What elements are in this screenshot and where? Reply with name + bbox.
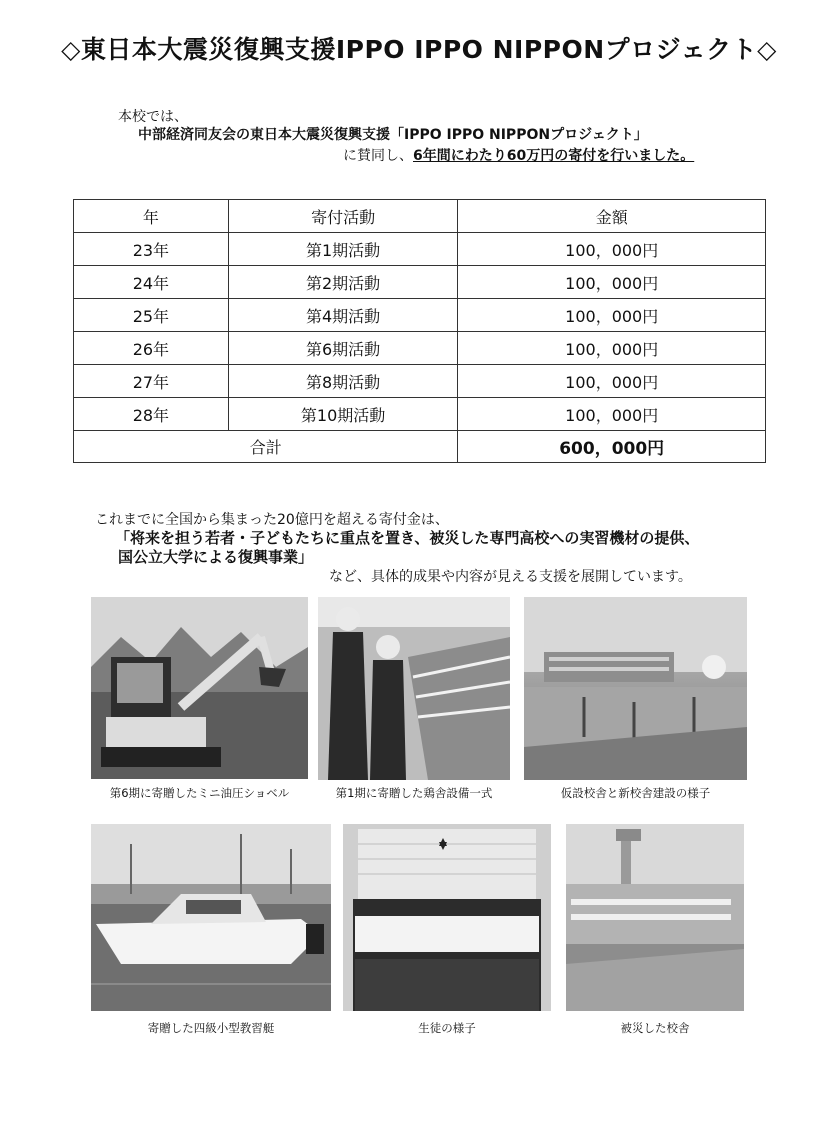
students-image (343, 824, 551, 1011)
cell-year: 23年 (74, 233, 229, 266)
cell-activity: 第10期活動 (228, 398, 458, 431)
boat-image (91, 824, 331, 1011)
photo-caption: 第1期に寄贈した鶏舎設備一式 (335, 786, 493, 800)
construction-image (524, 597, 747, 780)
table-row (74, 332, 766, 365)
cell-activity: 第4期活動 (228, 299, 458, 332)
intro-line-3 (343, 145, 694, 165)
cell-amount: 100，000円 (458, 398, 766, 431)
intro-line-3-emphasis: 6年間にわたり60万円の寄付を行いました。 (413, 148, 695, 164)
photo-caption: 仮設校舎と新校舎建設の様子 (560, 786, 711, 800)
cell-activity: 第8期活動 (228, 365, 458, 398)
intro-line-2: 中部経済同友会の東日本大震災復興支援「IPPO IPPO NIPPONプロジェクト」 (138, 127, 648, 143)
poultry-house-image (318, 597, 510, 780)
cell-year: 28年 (74, 398, 229, 431)
photo-caption: 第6期に寄贈したミニ油圧ショベル (109, 786, 290, 800)
intro-line-3-prefix: に賛同し、 (343, 148, 413, 164)
photo-construction (524, 597, 747, 780)
cell-amount: 100，000円 (458, 299, 766, 332)
damaged-school-image (566, 824, 744, 1011)
body-line-1: これまでに全国から集まった20億円を超える寄付金は、 (95, 512, 449, 528)
photo-caption: 寄贈した四級小型教習艇 (147, 1021, 275, 1035)
header-year: 年 (74, 200, 229, 233)
cell-activity: 第1期活動 (228, 233, 458, 266)
cell-amount: 100，000円 (458, 266, 766, 299)
cell-year: 25年 (74, 299, 229, 332)
photo-caption: 被災した校舎 (620, 1021, 690, 1035)
photo-damaged-school (566, 824, 744, 1011)
cell-year: 26年 (74, 332, 229, 365)
total-amount: 600，000円 (458, 431, 766, 463)
photo-excavator (91, 597, 308, 779)
cell-year: 24年 (74, 266, 229, 299)
body-line-4: など、具体的成果や内容が見える支援を展開しています。 (329, 569, 692, 585)
cell-amount: 100，000円 (458, 365, 766, 398)
total-label: 合計 (74, 431, 458, 463)
table-row (74, 299, 766, 332)
page-title: ◇東日本大震災復興支援IPPO IPPO NIPPONプロジェクト◇ (61, 35, 777, 64)
table-header-row (74, 200, 766, 233)
photo-boat (91, 824, 331, 1011)
body-line-3: 国公立大学による復興事業」 (118, 548, 314, 566)
donation-table (73, 199, 766, 463)
photo-students (343, 824, 551, 1011)
intro-line-1: 本校では、 (118, 109, 188, 125)
cell-activity: 第6期活動 (228, 332, 458, 365)
photo-caption: 生徒の様子 (418, 1021, 476, 1035)
table-row (74, 266, 766, 299)
header-activity: 寄付活動 (228, 200, 458, 233)
cell-amount: 100，000円 (458, 233, 766, 266)
photo-poultry-house (318, 597, 510, 780)
cell-year: 27年 (74, 365, 229, 398)
cell-amount: 100，000円 (458, 332, 766, 365)
cell-activity: 第2期活動 (228, 266, 458, 299)
excavator-image (91, 597, 308, 779)
body-line-2: 「将来を担う若者・子どもたちに重点を置き、被災した専門高校への実習機材の提供、 (115, 529, 700, 547)
table-row (74, 233, 766, 266)
table-row (74, 365, 766, 398)
table-total-row (74, 431, 766, 463)
header-amount: 金額 (458, 200, 766, 233)
table-row (74, 398, 766, 431)
